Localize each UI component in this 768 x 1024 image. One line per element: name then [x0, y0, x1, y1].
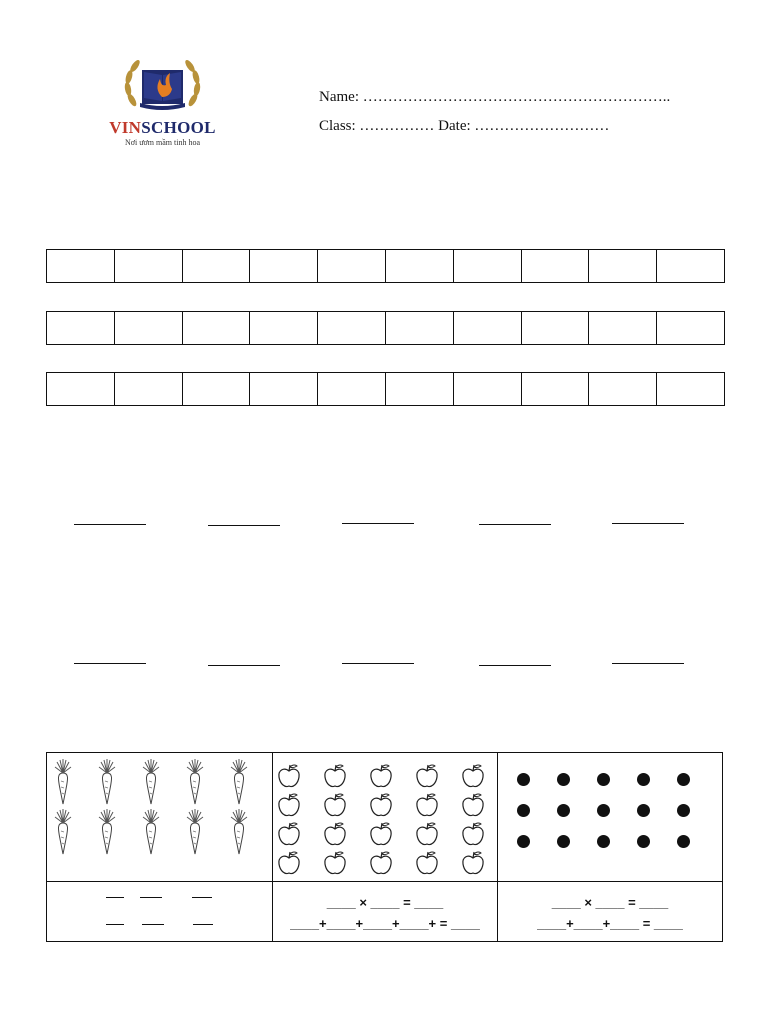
- apple-icon: [276, 821, 302, 852]
- writing-grid-1: [46, 249, 725, 283]
- grid-cell[interactable]: [589, 312, 657, 344]
- grid-cell[interactable]: [522, 312, 590, 344]
- carrot-icon: [96, 759, 118, 810]
- carrot-icon: [184, 759, 206, 810]
- grid-cell[interactable]: [522, 250, 590, 282]
- dot-icon: [637, 773, 650, 786]
- carrot-icon: [140, 759, 162, 810]
- dot-icon: [597, 804, 610, 817]
- apple-icon: [460, 763, 486, 794]
- grid-cell[interactable]: [589, 373, 657, 405]
- apple-icon: [414, 763, 440, 794]
- grid-cell[interactable]: [47, 312, 115, 344]
- dot-icon: [677, 835, 690, 848]
- dot-icon: [517, 804, 530, 817]
- carrot-icon: [96, 809, 118, 860]
- apple-icon: [368, 792, 394, 823]
- dot-icon: [597, 773, 610, 786]
- grid-cell[interactable]: [386, 373, 454, 405]
- table-divider: [47, 881, 722, 882]
- answer-dash[interactable]: [193, 924, 213, 925]
- dot-icon: [637, 835, 650, 848]
- carrot-icon: [52, 809, 74, 860]
- apple-icon: [414, 821, 440, 852]
- answer-dash[interactable]: [140, 897, 162, 898]
- dot-icon: [557, 773, 570, 786]
- grid-cell[interactable]: [386, 250, 454, 282]
- grid-cell[interactable]: [657, 250, 724, 282]
- answer-blank[interactable]: [479, 665, 551, 666]
- grid-cell[interactable]: [657, 373, 724, 405]
- grid-cell[interactable]: [115, 373, 183, 405]
- grid-cell[interactable]: [318, 250, 386, 282]
- dot-icon: [637, 804, 650, 817]
- carrot-icon: [140, 809, 162, 860]
- answer-blank[interactable]: [74, 663, 146, 664]
- answer-blank[interactable]: [612, 523, 684, 524]
- grid-cell[interactable]: [250, 373, 318, 405]
- apple-icon: [276, 792, 302, 823]
- apple-icon: [368, 850, 394, 881]
- dot-icon: [677, 773, 690, 786]
- grid-cell[interactable]: [115, 250, 183, 282]
- grid-cell[interactable]: [522, 373, 590, 405]
- answer-dash[interactable]: [192, 897, 212, 898]
- name-field[interactable]: Name: ……………………………………………………..: [319, 89, 671, 105]
- apple-icon: [276, 763, 302, 794]
- answer-blank[interactable]: [612, 663, 684, 664]
- carrot-icon: [228, 759, 250, 810]
- grid-cell[interactable]: [454, 250, 522, 282]
- writing-grid-2: [46, 311, 725, 345]
- answer-blank[interactable]: [208, 525, 280, 526]
- grid-cell[interactable]: [318, 312, 386, 344]
- apple-icon: [276, 850, 302, 881]
- apple-icon: [322, 792, 348, 823]
- grid-cell[interactable]: [183, 250, 251, 282]
- answer-blank[interactable]: [342, 663, 414, 664]
- apple-icon: [368, 821, 394, 852]
- grid-cell[interactable]: [47, 250, 115, 282]
- grid-cell[interactable]: [250, 250, 318, 282]
- apple-icon: [414, 792, 440, 823]
- multiplication-equation[interactable]: ____ × ____ = ____: [326, 895, 444, 910]
- grid-cell[interactable]: [454, 312, 522, 344]
- brand-name: VINSCHOOL: [109, 118, 216, 137]
- answer-blank[interactable]: [479, 524, 551, 525]
- carrot-icon: [52, 759, 74, 810]
- grid-cell[interactable]: [183, 312, 251, 344]
- addition-equation[interactable]: ____+____+____+____+ = ____: [290, 916, 480, 931]
- dot-icon: [557, 804, 570, 817]
- multiplication-equation[interactable]: ____ × ____ = ____: [551, 895, 669, 910]
- vinschool-logo: [100, 55, 225, 150]
- addition-equation[interactable]: ____+____+____ = ____: [537, 916, 683, 931]
- grid-cell[interactable]: [589, 250, 657, 282]
- answer-blank[interactable]: [208, 665, 280, 666]
- answer-blank[interactable]: [342, 523, 414, 524]
- grid-cell[interactable]: [183, 373, 251, 405]
- answer-dash[interactable]: [106, 924, 124, 925]
- brand-tagline: Nơi ươm mầm tinh hoa: [124, 138, 200, 147]
- logo-emblem-icon: [120, 55, 205, 120]
- table-divider: [497, 753, 498, 941]
- dot-icon: [517, 835, 530, 848]
- apple-icon: [460, 850, 486, 881]
- apple-icon: [368, 763, 394, 794]
- apple-icon: [322, 850, 348, 881]
- carrot-icon: [184, 809, 206, 860]
- apple-icon: [414, 850, 440, 881]
- grid-cell[interactable]: [657, 312, 724, 344]
- answer-blank[interactable]: [74, 524, 146, 525]
- apple-icon: [460, 792, 486, 823]
- grid-cell[interactable]: [250, 312, 318, 344]
- dot-icon: [557, 835, 570, 848]
- answer-dash[interactable]: [142, 924, 164, 925]
- grid-cell[interactable]: [47, 373, 115, 405]
- apple-icon: [460, 821, 486, 852]
- grid-cell[interactable]: [386, 312, 454, 344]
- dot-icon: [517, 773, 530, 786]
- dot-icon: [597, 835, 610, 848]
- carrot-icon: [228, 809, 250, 860]
- dot-icon: [677, 804, 690, 817]
- grid-cell[interactable]: [318, 373, 386, 405]
- picture-multiplication-table: [46, 752, 723, 942]
- answer-dash[interactable]: [106, 897, 124, 898]
- table-divider: [272, 753, 273, 941]
- apple-icon: [322, 763, 348, 794]
- writing-grid-3: [46, 372, 725, 406]
- grid-cell[interactable]: [454, 373, 522, 405]
- grid-cell[interactable]: [115, 312, 183, 344]
- apple-icon: [322, 821, 348, 852]
- class-date-field[interactable]: Class: …………… Date: ………………………: [319, 118, 610, 134]
